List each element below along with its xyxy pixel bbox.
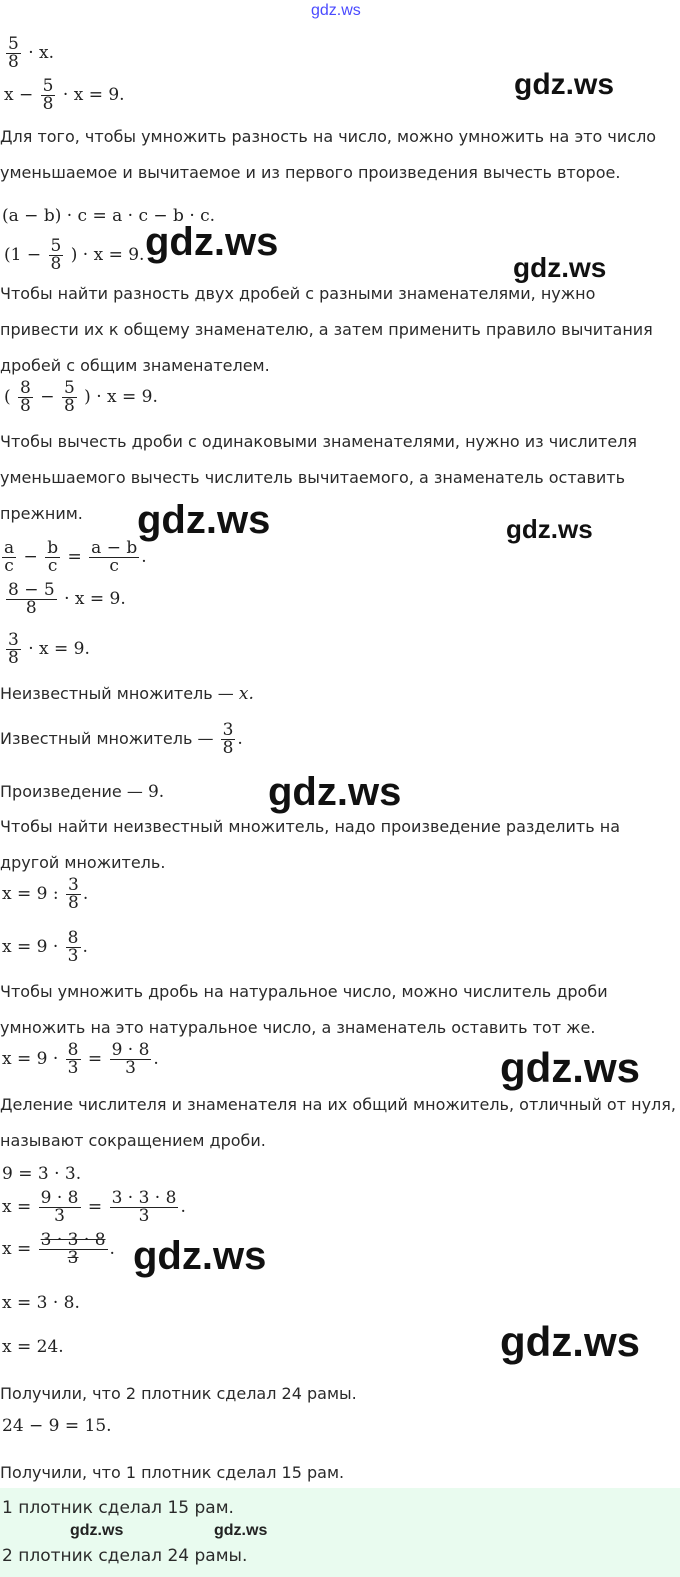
watermark: gdz.ws bbox=[514, 68, 615, 101]
frac-num: 5 bbox=[42, 76, 54, 96]
frac-num: 5 bbox=[8, 34, 19, 54]
frac-num: 9 · 8 bbox=[111, 1040, 150, 1060]
watermark: gdz.ws bbox=[214, 1522, 268, 1539]
eq6-a: x = 9 : bbox=[2, 884, 59, 904]
frac-num: 8 − 5 bbox=[8, 580, 55, 600]
paragraph: Чтобы найти разность двух дробей с разными знаменателями, нужно bbox=[0, 284, 596, 303]
frac-num: 3 · 3 · 8 bbox=[111, 1188, 177, 1208]
frac-num: 9 · 8 bbox=[40, 1188, 79, 1208]
frac-num: 8 bbox=[67, 928, 79, 948]
eq2-b: ) · x = 9. bbox=[70, 245, 145, 265]
unknown-factor bbox=[0, 684, 254, 704]
frac-den: c bbox=[47, 556, 58, 576]
expr-tail: · x. bbox=[28, 43, 55, 63]
frac-den: 8 bbox=[8, 52, 19, 72]
eq11-a: x = bbox=[2, 1239, 32, 1259]
watermark: gdz.ws bbox=[145, 220, 279, 264]
paragraph: умножить на это натуральное число, а знаменатель оставить тот же. bbox=[0, 1018, 596, 1037]
eq1-b: · x = 9. bbox=[62, 85, 125, 105]
eq13: x = 24. bbox=[2, 1337, 64, 1357]
eq10-end: . bbox=[180, 1197, 186, 1217]
frac-num: a − b bbox=[91, 538, 138, 558]
frac-den: 8 bbox=[42, 94, 54, 114]
result-line: Получили, что 1 плотник сделал 15 рам. bbox=[0, 1463, 345, 1482]
frac-den: 3 bbox=[125, 1058, 136, 1078]
frac-den: c bbox=[109, 556, 119, 576]
eq7 bbox=[2, 930, 88, 965]
eq3-a: ( bbox=[4, 387, 11, 407]
frac-den: 3 bbox=[67, 1248, 79, 1268]
frac-den: 3 bbox=[138, 1206, 150, 1226]
rule-eq: = bbox=[67, 547, 82, 567]
answer-line-1: 1 плотник сделал 15 рам. bbox=[2, 1498, 234, 1518]
frac-den: 8 bbox=[20, 396, 31, 416]
frac-den: 8 bbox=[50, 254, 62, 274]
watermark: gdz.ws bbox=[137, 498, 271, 542]
eq8-end: . bbox=[153, 1049, 159, 1069]
eq7-a: x = 9 · bbox=[2, 937, 59, 957]
watermark: gdz.ws bbox=[500, 1318, 641, 1365]
paragraph: дробей с общим знаменателем. bbox=[0, 356, 270, 375]
frac-num: 3 bbox=[222, 720, 234, 740]
rule-subtract bbox=[0, 540, 147, 575]
watermark: gdz.ws bbox=[70, 1522, 124, 1539]
site-header-link[interactable]: gdz.ws bbox=[311, 2, 361, 19]
paragraph: уменьшаемого вычесть числитель вычитаемого, а знаменатель оставить bbox=[0, 468, 626, 487]
rule-distributive: (a − b) · c = a · c − b · c. bbox=[2, 206, 216, 226]
paragraph: Чтобы умножить дробь на натуральное число, можно числитель дроби bbox=[0, 982, 608, 1001]
eq14: 24 − 9 = 15. bbox=[2, 1416, 112, 1436]
paragraph: Чтобы найти неизвестный множитель, надо произведение разделить на bbox=[0, 817, 621, 836]
frac-num: 3 bbox=[68, 875, 79, 895]
answer-box bbox=[0, 1488, 680, 1577]
rule-minus: − bbox=[23, 547, 38, 567]
known-factor bbox=[0, 722, 243, 757]
eq10 bbox=[2, 1190, 186, 1225]
eq2-a: (1 − bbox=[4, 245, 42, 265]
paragraph: привести их к общему знаменателю, а затем применить правило вычитания bbox=[0, 320, 653, 339]
eq8-eq: = bbox=[87, 1049, 103, 1069]
eq8 bbox=[2, 1042, 159, 1077]
known-end: . bbox=[237, 729, 243, 749]
frac-den: 8 bbox=[8, 648, 19, 668]
eq2 bbox=[4, 238, 144, 273]
frac-den: 8 bbox=[68, 893, 79, 913]
frac-den: 8 bbox=[25, 598, 37, 618]
paragraph: прежним. bbox=[0, 504, 83, 523]
known-label: Известный множитель — bbox=[0, 729, 214, 748]
watermark: gdz.ws bbox=[268, 770, 402, 814]
eq4-b: · x = 9. bbox=[64, 589, 126, 609]
frac-num: 3 bbox=[8, 630, 19, 650]
eq3-b: ) · x = 9. bbox=[84, 387, 158, 407]
eq4 bbox=[4, 582, 126, 617]
eq10-a: x = bbox=[2, 1197, 32, 1217]
frac-den: 8 bbox=[222, 738, 234, 758]
frac-den: 3 bbox=[67, 1058, 79, 1078]
product bbox=[0, 782, 164, 802]
eq10-eq: = bbox=[87, 1197, 103, 1217]
eq5 bbox=[4, 632, 90, 667]
eq12: x = 3 · 8. bbox=[2, 1293, 80, 1313]
eq11 bbox=[2, 1232, 115, 1267]
watermark: gdz.ws bbox=[513, 252, 607, 283]
eq3 bbox=[4, 380, 158, 415]
product-value: 9. bbox=[147, 782, 165, 802]
unknown-value: x. bbox=[238, 684, 254, 704]
watermark: gdz.ws bbox=[506, 514, 593, 544]
paragraph: другой множитель. bbox=[0, 853, 166, 872]
eq1 bbox=[4, 78, 125, 113]
paragraph: Чтобы вычесть дроби с одинаковыми знаменателями, нужно из числителя bbox=[0, 432, 638, 451]
frac-num: b bbox=[47, 538, 59, 558]
frac-num: 3 · 3 · 8 bbox=[40, 1230, 106, 1250]
frac-den: 8 bbox=[63, 396, 75, 416]
frac-den: c bbox=[4, 556, 14, 576]
answer-line-2: 2 плотник сделал 24 рамы. bbox=[2, 1546, 248, 1566]
eq5-b: · x = 9. bbox=[28, 639, 90, 659]
eq6-end: . bbox=[82, 884, 89, 904]
watermark: gdz.ws bbox=[133, 1234, 267, 1278]
expr-top bbox=[4, 36, 54, 71]
paragraph: уменьшаемое и вычитаемое и из первого произведения вычесть второе. bbox=[0, 163, 621, 182]
paragraph: Для того, чтобы умножить разность на число, можно умножить на это число bbox=[0, 127, 657, 146]
eq9: 9 = 3 · 3. bbox=[2, 1164, 82, 1184]
eq3-minus: − bbox=[40, 387, 55, 407]
frac-den: 3 bbox=[67, 946, 79, 966]
frac-num: 5 bbox=[50, 236, 62, 256]
result-line: Получили, что 2 плотник сделал 24 рамы. bbox=[0, 1384, 357, 1403]
eq6 bbox=[2, 877, 88, 912]
rule-end: . bbox=[141, 547, 147, 567]
paragraph: Деление числителя и знаменателя на их общий множитель, отличный от нуля, bbox=[0, 1095, 676, 1114]
frac-num: a bbox=[4, 538, 15, 558]
frac-den: 3 bbox=[54, 1206, 65, 1226]
frac-num: 8 bbox=[20, 378, 31, 398]
unknown-label: Неизвестный множитель — bbox=[0, 684, 234, 703]
product-label: Произведение — bbox=[0, 782, 143, 801]
eq7-end: . bbox=[82, 937, 88, 957]
paragraph: называют сокращением дроби. bbox=[0, 1131, 266, 1150]
frac-num: 5 bbox=[63, 378, 75, 398]
frac-num: 8 bbox=[67, 1040, 79, 1060]
eq8-a: x = 9 · bbox=[2, 1049, 59, 1069]
eq11-end: . bbox=[109, 1239, 115, 1259]
eq1-a: x − bbox=[4, 85, 34, 105]
watermark: gdz.ws bbox=[500, 1044, 641, 1091]
